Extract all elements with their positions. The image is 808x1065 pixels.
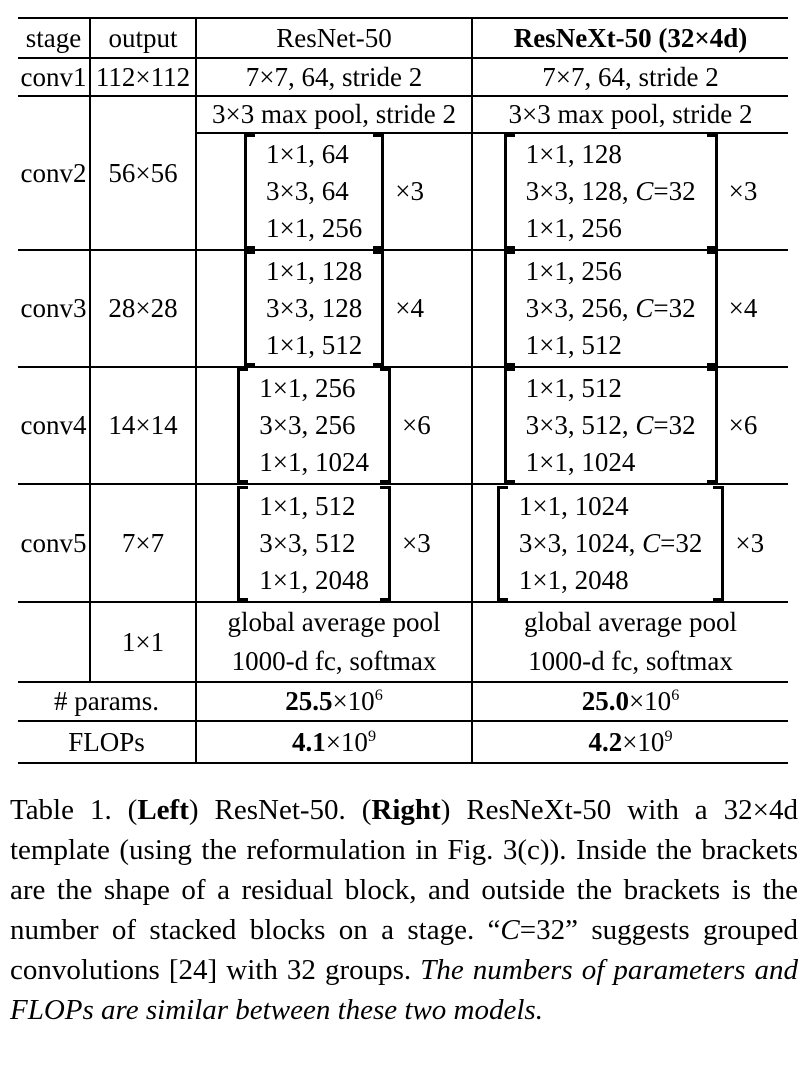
block-multiplier: ×3 <box>728 176 758 207</box>
header-row <box>18 18 788 58</box>
block-line-part: =32 <box>653 410 696 440</box>
left-bracket-icon <box>244 134 255 249</box>
header-stage: stage <box>18 18 90 58</box>
caption-text: Table 1. ( <box>10 794 138 826</box>
params-resnext <box>472 682 788 721</box>
block-line: 1×1, 256 <box>525 256 622 286</box>
flops-value-bold: 4.1 <box>291 726 326 757</box>
row-pool-fc <box>18 602 788 682</box>
residual-block <box>504 251 758 366</box>
caption-text: ) ResNeXt-50 with a 32×4d template (using the reformulation in Fig. 3(c)). Inside the brackets are the shape of a residual block, and outside the brackets is the number of stacked blocks on a stage. “ <box>10 794 798 946</box>
cardinality-variable: C <box>635 293 654 323</box>
block-line: 1×1, 256 <box>266 213 363 243</box>
right-bracket-icon <box>713 486 724 601</box>
block-line: 1×1, 2048 <box>259 564 369 595</box>
fc-line: 1000-d fc, softmax <box>528 646 733 676</box>
block-line <box>526 290 696 327</box>
params-times: ×10 <box>628 686 672 717</box>
right-bracket-icon <box>373 134 384 249</box>
conv5-output: 7×7 <box>90 484 196 602</box>
row-conv2-pool <box>18 96 788 133</box>
row-params <box>18 682 788 721</box>
row-conv5 <box>18 484 788 602</box>
pool-fc-stage-empty <box>18 602 90 682</box>
block-multiplier: ×4 <box>395 293 424 324</box>
block-line-part: 3×3, 1024, <box>518 527 643 558</box>
left-bracket-icon <box>237 368 248 483</box>
conv3-stage: conv3 <box>18 250 90 367</box>
block-line <box>526 173 696 210</box>
block-line-part: =32 <box>653 293 696 323</box>
pool-fc-output: 1×1 <box>90 602 196 682</box>
residual-block <box>244 134 424 249</box>
conv2-resnext-pool: 3×3 max pool, stride 2 <box>472 96 788 133</box>
block-line <box>519 525 702 562</box>
paper-page <box>0 17 808 1065</box>
row-conv4 <box>18 367 788 484</box>
conv5-resnext-block-cell <box>472 484 788 602</box>
conv4-stage: conv4 <box>18 367 90 484</box>
conv5-resnet-block-cell <box>196 484 472 602</box>
block-line: 1×1, 1024 <box>518 490 629 521</box>
header-resnext: ResNeXt-50 (32×4d) <box>472 18 788 58</box>
block-line: 3×3, 512 <box>259 527 356 558</box>
conv1-resnet: 7×7, 64, stride 2 <box>196 58 472 96</box>
residual-block <box>237 368 430 483</box>
flops-times: ×10 <box>622 726 665 757</box>
left-bracket-icon <box>244 251 255 366</box>
header-resnet: ResNet-50 <box>196 18 472 58</box>
block-line: 3×3, 256 <box>259 410 356 440</box>
conv4-resnext-block-cell <box>472 367 788 484</box>
block-line: 1×1, 64 <box>266 139 349 169</box>
fc-line: 1000-d fc, softmax <box>231 646 437 676</box>
block-multiplier: ×6 <box>402 410 431 441</box>
flops-times: ×10 <box>325 726 368 757</box>
header-output: output <box>90 18 196 58</box>
block-line: 1×1, 256 <box>259 373 356 403</box>
caption-text: ) ResNet-50. ( <box>188 794 372 826</box>
block-line: 1×1, 512 <box>525 373 622 403</box>
conv2-resnet-pool: 3×3 max pool, stride 2 <box>196 96 472 133</box>
block-line-part: 3×3, 512, <box>525 410 636 440</box>
right-bracket-icon <box>373 251 384 366</box>
block-multiplier: ×6 <box>728 410 758 441</box>
conv2-output: 56×56 <box>90 96 196 250</box>
block-line-part: =32 <box>653 176 696 206</box>
conv4-output: 14×14 <box>90 367 196 484</box>
pool-line: global average pool <box>524 607 737 637</box>
block-multiplier: ×3 <box>402 527 431 558</box>
conv1-resnext: 7×7, 64, stride 2 <box>472 58 788 96</box>
table-caption <box>10 790 798 1030</box>
flops-exponent: 9 <box>367 726 377 745</box>
left-bracket-icon <box>504 134 515 249</box>
left-bracket-icon <box>497 486 508 601</box>
cardinality-variable: C <box>642 527 661 558</box>
block-line: 1×1, 2048 <box>518 564 629 595</box>
right-bracket-icon <box>707 134 718 249</box>
block-multiplier: ×4 <box>728 293 758 324</box>
pool-line: global average pool <box>227 607 441 637</box>
right-bracket-icon <box>380 486 391 601</box>
flops-resnet <box>196 721 472 763</box>
params-exponent: 6 <box>671 686 680 705</box>
residual-block <box>244 251 424 366</box>
params-resnet <box>196 682 472 721</box>
params-value-bold: 25.5 <box>285 686 333 717</box>
conv1-stage: conv1 <box>18 58 90 96</box>
block-line: 1×1, 512 <box>525 330 622 360</box>
conv3-output: 28×28 <box>90 250 196 367</box>
flops-resnext <box>472 721 788 763</box>
caption-italic-sentence: The numbers of parameters and FLOPs are similar between these two models. <box>10 954 798 1026</box>
flops-label: FLOPs <box>18 721 196 763</box>
caption-text: =32” suggests grouped convolutions [24] with 32 groups. <box>10 914 798 986</box>
block-line: 1×1, 128 <box>525 139 622 169</box>
pool-fc-resnext <box>472 602 788 682</box>
block-line <box>526 407 696 444</box>
architecture-table <box>18 17 788 764</box>
block-line-part: =32 <box>660 527 703 558</box>
block-multiplier: ×3 <box>735 527 765 558</box>
cardinality-variable: C <box>635 176 654 206</box>
residual-block <box>504 134 758 249</box>
block-line: 3×3, 128 <box>266 293 363 323</box>
params-exponent: 6 <box>374 686 383 705</box>
block-line: 1×1, 1024 <box>525 447 636 477</box>
residual-block <box>497 486 764 601</box>
row-flops <box>18 721 788 763</box>
pool-fc-resnet <box>196 602 472 682</box>
cardinality-variable: C <box>635 410 654 440</box>
block-line: 1×1, 128 <box>266 256 363 286</box>
conv2-resnext-block-cell <box>472 133 788 250</box>
flops-exponent: 9 <box>664 726 673 745</box>
flops-value-bold: 4.2 <box>588 726 623 757</box>
block-line: 1×1, 512 <box>259 490 356 521</box>
conv3-resnext-block-cell <box>472 250 788 367</box>
left-bracket-icon <box>237 486 248 601</box>
caption-right-bold: Right <box>371 794 441 826</box>
right-bracket-icon <box>380 368 391 483</box>
row-conv1 <box>18 58 788 96</box>
residual-block <box>504 368 758 483</box>
conv5-stage: conv5 <box>18 484 90 602</box>
left-bracket-icon <box>504 368 515 483</box>
params-value-bold: 25.0 <box>581 686 629 717</box>
block-line-part: 3×3, 256, <box>525 293 636 323</box>
conv2-resnet-block-cell <box>196 133 472 250</box>
right-bracket-icon <box>707 251 718 366</box>
params-times: ×10 <box>332 686 375 717</box>
conv1-output: 112×112 <box>90 58 196 96</box>
left-bracket-icon <box>504 251 515 366</box>
conv4-resnet-block-cell <box>196 367 472 484</box>
conv3-resnet-block-cell <box>196 250 472 367</box>
params-label: # params. <box>18 682 196 721</box>
conv2-stage: conv2 <box>18 96 90 250</box>
caption-left-bold: Left <box>137 794 189 826</box>
block-line: 1×1, 256 <box>525 213 622 243</box>
block-line: 3×3, 64 <box>266 176 349 206</box>
block-line: 1×1, 512 <box>266 330 363 360</box>
right-bracket-icon <box>707 368 718 483</box>
block-line: 1×1, 1024 <box>259 447 369 477</box>
residual-block <box>237 486 430 601</box>
block-line-part: 3×3, 128, <box>525 176 636 206</box>
row-conv3 <box>18 250 788 367</box>
block-multiplier: ×3 <box>395 176 424 207</box>
caption-cardinality-variable: C <box>500 914 520 946</box>
